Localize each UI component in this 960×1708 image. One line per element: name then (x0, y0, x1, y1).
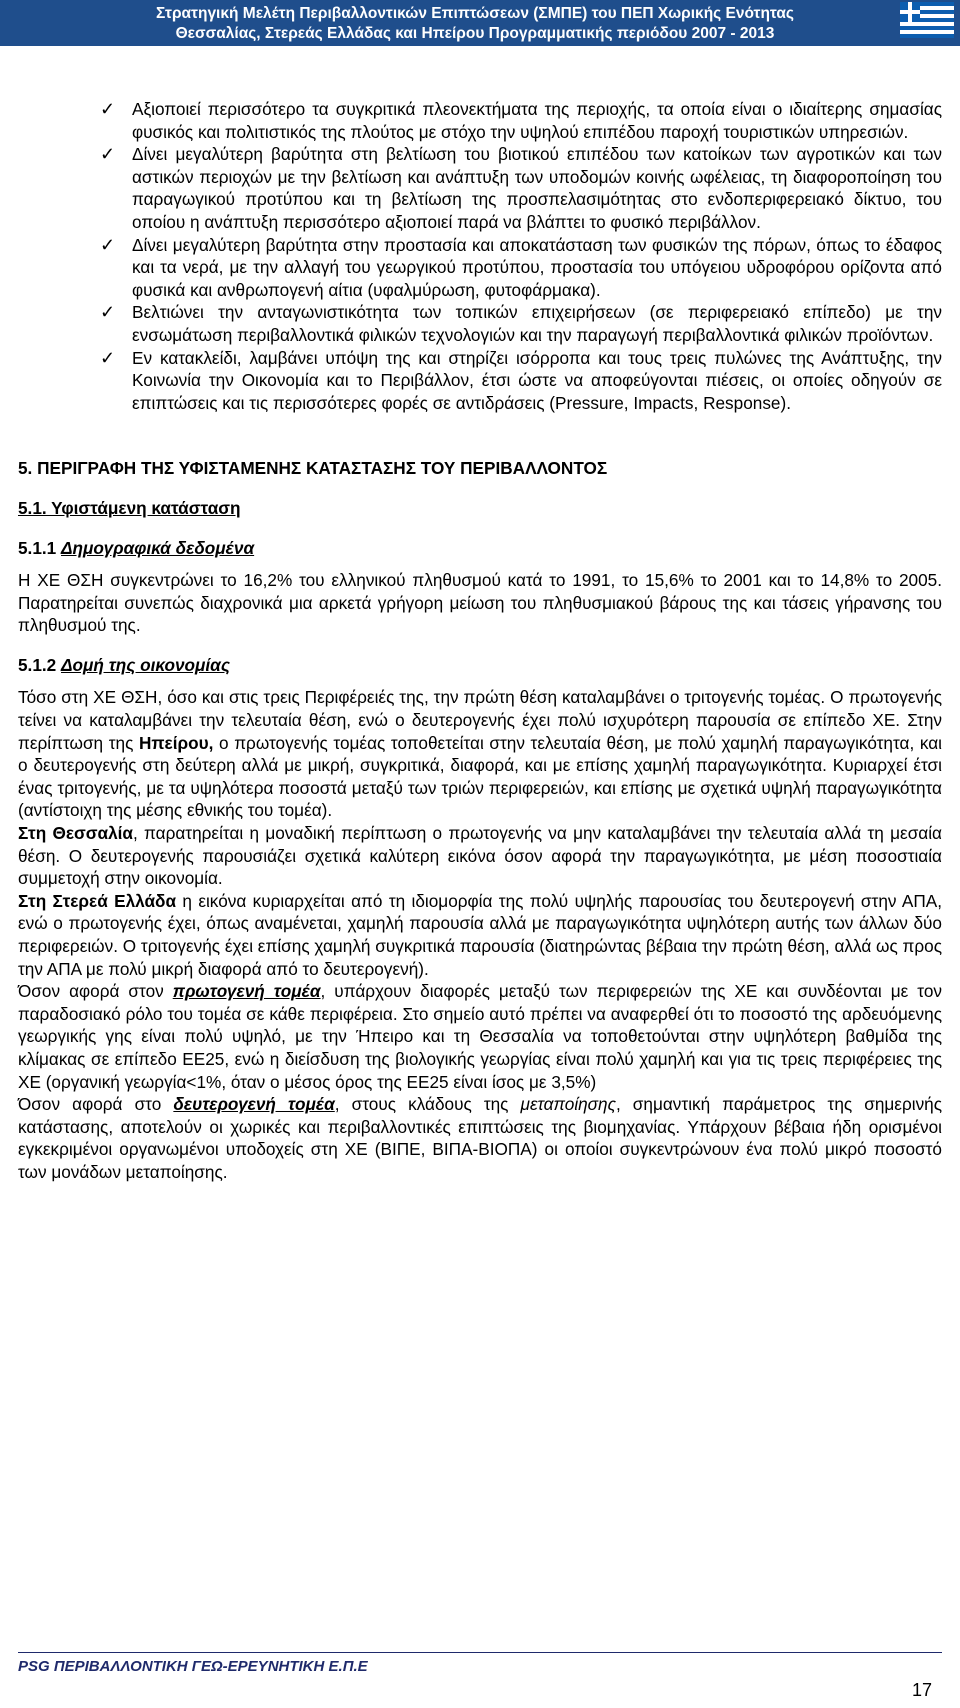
footer-company: PSG ΠΕΡΙΒΑΛΛΟΝΤΙΚΗ ΓΕΩ-ΕΡΕΥΝΗΤΙΚΗ Ε.Π.Ε (18, 1658, 368, 1675)
demographics-paragraph: Η ΧΕ ΘΣΗ συγκεντρώνει το 16,2% του ελληνικού πληθυσμού κατά το 1991, το 15,6% το 2001 και το 14,8% το 2005. Παρατηρείται συνεπώς διαχρονικά μια αρκετά γρήγορη μείωση του πληθυσμιακού βάρους της και τάσεις γήρανσης του πληθυσμού της. (18, 570, 942, 636)
list-item: ✓ Δίνει μεγαλύτερη βαρύτητα στη βελτίωση του βιοτικού επιπέδου των κατοίκων των αγροτικών και των αστικών περιοχών με την βελτίωση και ανάπτυξη των υποδομών κοινής ωφέλειας, τη διαφοροποίηση του παραγωγικού προτύπου και τη βελτίωση της προσπελασιμότητας στο ενδοπεριφερειακό δίκτυο, του οποίου η ανάπτυξη περισσότερο αξιοποιεί παρά να βλάπτει το φυσικό περιβάλλον. (100, 144, 942, 232)
header-title-line-1: Στρατηγική Μελέτη Περιβαλλοντικών Επιπτώσεων (ΣΜΠΕ) του ΠΕΠ Χωρικής Ενότητας (155, 5, 794, 22)
check-icon: ✓ (100, 302, 116, 323)
greek-flag-icon (900, 0, 954, 40)
list-item: ✓ Βελτιώνει την ανταγωνιστικότητα των τοπικών επιχειρήσεων (σε περιφερειακό επίπεδο) με την ενσωμάτωση περιβαλλοντικά φιλικών τεχνολογιών και την παραγωγή περιβαλλοντικά φιλικών προϊόντων. (100, 302, 942, 345)
page-header (0, 0, 960, 46)
economy-paragraph-1: Τόσο στη ΧΕ ΘΣΗ, όσο και στις τρεις Περιφέρειές της, την πρώτη θέση καταλαμβάνει ο τριτογενής τομέας. Ο πρωτογενής τείνει να καταλαμβάνει την τελευταία θέση, ενώ ο δευτερογενής έχει πολύ ισχυρότερη παρουσία σε επίπεδο ΧΕ. Στην περίπτωση της Ηπείρου, ο πρωτογενής τομέας τοποθετείται στην τελευταία θέση, με πολύ χαμηλή παραγωγικότητα, και ο δευτερογενής στη δεύτερη αλλά με μικρή, συγκριτικά, διαφορά, και με επίσης χαμηλή παραγωγικότητα. Κυριαρχεί έτσι ένας τριτογενής, με τα υψηλότερα ποσοστά μεταξύ των τριών περιφερειών, και επίσης με σχετικά υψηλή παραγωγικότητα (αντίστοιχη της μέσης εθνικής του τομέα). (18, 687, 942, 821)
footer-divider (18, 1652, 942, 1653)
page-number: 17 (912, 1680, 933, 1700)
list-item: ✓ Δίνει μεγαλύτερη βαρύτητα στην προστασία και αποκατάσταση των φυσικών της πόρων, όπως το έδαφος και τα νερά, με την αλλαγή του γεωργικού προτύπου, προστασία του υπόγειου υδροφόρου ορίζοντα από φυσικά και ανθρωπογενή αίτια (υφαλμύρωση, φυτοφάρμακα). (100, 234, 942, 300)
list-item: ✓ Αξιοποιεί περισσότερο τα συγκριτικά πλεονεκτήματα της περιοχής, τα οποία είναι ο ιδιαίτερης σημασίας φυσικός και πολιτιστικός της πλούτος με στόχο την υψηλού επιπέδου παροχή τουριστικών υπηρεσιών. (100, 99, 942, 142)
list-item: ✓ Εν κατακλείδι, λαμβάνει υπόψη της και στηρίζει ισόρροπα και τους τρεις πυλώνες της Ανάπτυξης, την Κοινωνία την Οικονομία και το Περιβάλλον, έτσι ώστε να αποφεύγονται πιέσεις, οι οποίες οδηγούν σε επιπτώσεις και τις περισσότερες φορές σε αντιδράσεις (Pressure, Impacts, Response). (100, 347, 942, 413)
document-body (18, 98, 942, 1184)
economy-paragraph-2: Στη Θεσσαλία, παρατηρείται η μοναδική περίπτωση ο πρωτογενής να μην καταλαμβάνει την τελευταία αλλά τη μεσαία θέση. Ο δευτερογενής παρουσιάζει σχετικά καλύτερη εικόνα όσον αφορά την παραγωγικότητα, με μέση ποσοστιαία συμμετοχή στην οικονομία. (18, 823, 942, 889)
economy-paragraph-5: Όσον αφορά στο δευτερογενή τομέα, στους κλάδους της μεταποίησης, σημαντική παράμετρος της σημερινής κατάστασης, αποτελούν οι χωρικές και περιβαλλοντικές επιπτώσεις της βιομηχανίας. Υπάρχουν βέβαια ήδη ορισμένοι εγκεκριμένοι οργανωμένοι υποδοχείς στη ΧΕ (ΒΙΠΕ, ΒΙΠΑ-ΒΙΟΠΑ) οι οποίοι συγκεντρώνουν ένα πολύ μικρό ποσοστό των μονάδων μεταποίησης. (18, 1094, 943, 1182)
economy-paragraph-4: Όσον αφορά στον πρωτογενή τομέα, υπάρχουν διαφορές μεταξύ των περιφερειών της ΧΕ και συνδέονται με τον παραδοσιακό ρόλο του τομέα σε κάθε περιφέρεια. Στο σημείο αυτό πρέπει να αναφερθεί ότι το ποσοστό της αρδευόμενης γεωργικής γης είναι πολύ υψηλό, με την Ήπειρο και τη Θεσσαλία να τοποθετούνται στην υψηλότερη βαθμίδα της κλίμακας σε επίπεδο ΕΕ25, ενώ η διείσδυση της βιολογικής γεωργίας είναι πολύ χαμηλή και για τις τρεις περιφέρειες της ΧΕ (οργανική γεωργία<1%, όταν ο μέσος όρος της ΕΕ25 είναι ίσος με 3,5%) (18, 981, 942, 1092)
benefits-list (18, 98, 942, 414)
demographics-heading: 5.1.1 Δημογραφικά δεδομένα (18, 537, 255, 558)
subsection-heading: 5.1. Υφιστάμενη κατάσταση (18, 497, 241, 518)
section-heading: 5. ΠΕΡΙΓΡΑΦΗ ΤΗΣ ΥΦΙΣΤΑΜΕΝΗΣ ΚΑΤΑΣΤΑΣΗΣ ΤΟΥ ΠΕΡΙΒΑΛΛΟΝΤΟΣ (18, 458, 608, 479)
header-title-line-2: Θεσσαλίας, Στερεάς Ελλάδας και Ηπείρου Προγραμματικής περιόδου 2007 - 2013 (175, 25, 775, 42)
check-icon: ✓ (100, 144, 116, 165)
check-icon: ✓ (100, 99, 116, 119)
economy-paragraph-3: Στη Στερεά Ελλάδα η εικόνα κυριαρχείται από τη ιδιομορφία της πολύ υψηλής παρουσίας του δευτερογενή στην ΑΠΑ, ενώ ο πρωτογενής έχει, όπως αναμένεται, χαμηλή παρουσία αλλά με παραγωγικότητα υψηλότερη αυτής των άλλων δύο περιφερειών. Ο τριτογενής έχει επίσης χαμηλή συγκριτικά παρουσία (διατηρώντας βέβαια την πρώτη θέση, αλλά ως προς την ΑΠΑ με πολύ μικρή διαφορά από το δευτερογενή). (18, 890, 942, 979)
economy-heading: 5.1.2 Δομή της οικονομίας (18, 654, 230, 675)
check-icon: ✓ (100, 347, 116, 368)
check-icon: ✓ (100, 234, 116, 255)
